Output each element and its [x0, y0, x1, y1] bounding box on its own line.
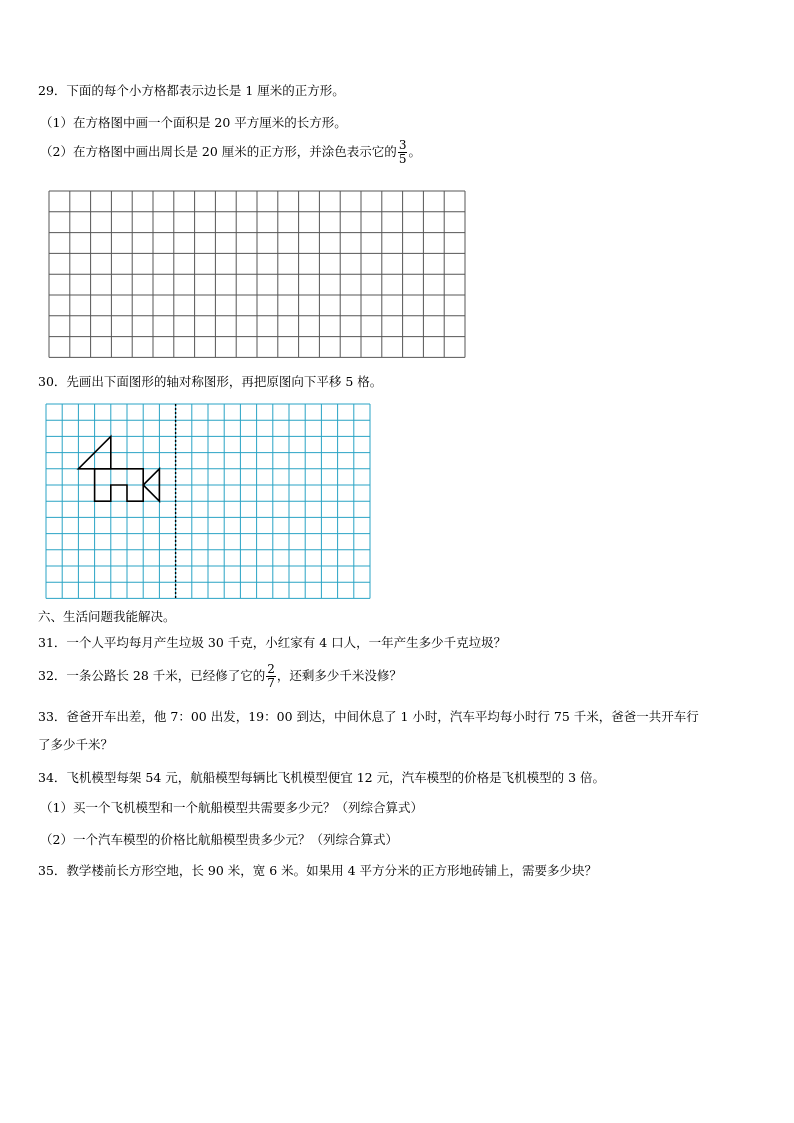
q34-title: 34．飞机模型每架 54 元，航船模型每辆比飞机模型便宜 12 元，汽车模型的价格是飞机模型的 3 倍。: [38, 770, 606, 785]
q34-part2: （2）一个汽车模型的价格比航船模型贵多少元？（列综合算式）: [40, 832, 398, 847]
q33-line2: 了多少千米？: [38, 737, 114, 752]
q35-text: 35．教学楼前长方形空地，长 90 米，宽 6 米。如果用 4 平方分米的正方形地砖铺上，需要多少块？: [38, 863, 598, 878]
q29-fraction: [398, 139, 408, 166]
q29-fraction-denominator: 5: [398, 152, 407, 166]
q29-square-grid[interactable]: [48, 190, 468, 362]
q32-fraction: [266, 663, 276, 690]
q29-part2-end: 。: [408, 144, 421, 159]
q32-line: [38, 663, 402, 690]
q32-text-end: ，还剩多少千米没修？: [276, 668, 402, 683]
section6-title: 六、生活问题我能解决。: [38, 609, 176, 624]
q32-fraction-denominator: 7: [267, 676, 275, 690]
q29-fraction-numerator: 3: [398, 138, 407, 152]
q29-part2-text: （2）在方格图中画出周长是 20 厘米的正方形，并涂色表示它的: [40, 144, 397, 159]
q32-fraction-numerator: 2: [267, 662, 275, 676]
q33-line1: 33．爸爸开车出差，他 7：00 出发，19：00 到达，中间休息了 1 小时，汽车平均每小时行 75 千米，爸爸一共开车行: [38, 709, 699, 724]
q30-grid[interactable]: [45, 403, 375, 600]
q29-title: 29．下面的每个小方格都表示边长是 1 厘米的正方形。: [38, 83, 345, 98]
q31-text: 31．一个人平均每月产生垃圾 30 千克，小红家有 4 口人，一年产生多少千克垃圾？: [38, 635, 507, 650]
q32-text: 32．一条公路长 28 千米，已经修了它的: [38, 668, 266, 683]
q34-part1: （1）买一个飞机模型和一个航船模型共需要多少元？（列综合算式）: [40, 800, 423, 815]
q30-title: 30．先画出下面图形的轴对称图形，再把原图向下平移 5 格。: [38, 374, 383, 389]
q29-part2: [40, 139, 421, 166]
q29-part1: （1）在方格图中画一个面积是 20 平方厘米的长方形。: [40, 115, 347, 130]
